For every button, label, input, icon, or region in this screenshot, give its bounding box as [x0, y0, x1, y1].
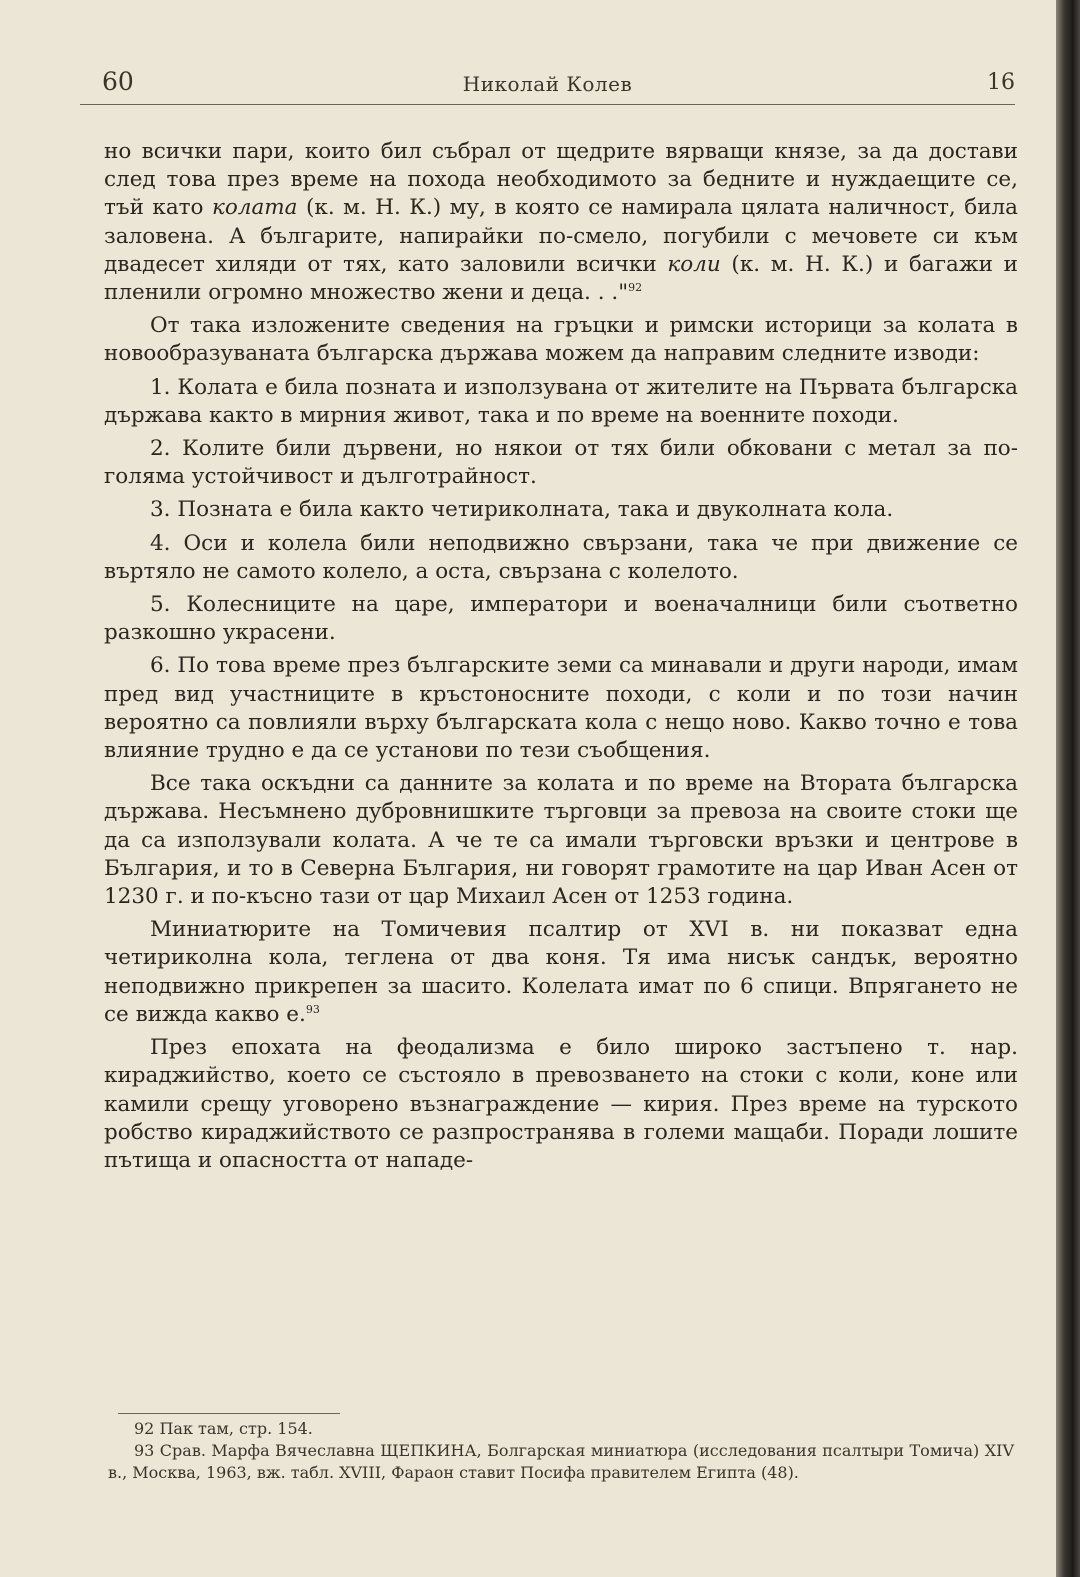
paragraph-feudalism: През епохата на феодализма е било широко застъпено т. нар. кираджийство, което се състояло в превозването на стоки с коли, коне или камили срещу уговорено възнаграждение — кирия. През време на турското робство кираджийството се разпространява в големи мащаби. Поради лошите пътища и опасността от нападе-	[104, 1035, 1018, 1173]
paragraph-conclusions-intro: От така изложените сведения на гръцки и римски историци за колата в новообразуваната българска държава можем да направим следните изводи:	[104, 313, 1018, 367]
text-run: (к. м. Н. К.) и багажи и пленили огромно множество жени и деца. . ."	[104, 251, 1018, 306]
list-item: 3. Позната е била както четириколната, така и двуколната кола.	[150, 497, 894, 523]
paragraph-quote-end	[104, 138, 1018, 307]
main-text	[104, 138, 1018, 1180]
footnote-93: 93 Срав. Марфа Вячеславна ЩЕПКИНА, Болгарская миниатюра (исследования псалтыри Томича) XIV в., Москва, 1963, вж. табл. XVIII, Фараон ставит Посифа правителем Египта (48).	[108, 1441, 1014, 1482]
paragraph-miniatures	[104, 916, 1018, 1029]
list-item: 1. Колата е била позната и използувана от жителите на Първата българска държава както в мирния живот, така и по време на военните походи.	[104, 374, 1018, 428]
text-run: Миниатюрите на Томичевия псалтир от XVI в. ни показват една четириколна кола, теглена от два коня. Тя има нисък сандък, вероятно неподвижно прикрепен за шасито. Колелата имат по 6 спици. Впрягането не се вижда какво е.	[104, 917, 1018, 1027]
footnote-ref: 92	[628, 280, 643, 294]
list-item: 4. Оси и колела били неподвижно свързани, така че при движение се въртяло не самото колело, а оста, свързана с колелото.	[104, 530, 1018, 584]
list-item: 2. Колите били дървени, но някои от тях били обковани с метал за по-голяма устойчивост и дълготрайност.	[104, 436, 1018, 490]
paragraph-second-state: Все така оскъдни са данните за колата и по време на Втората българска държава. Несъмнено дубровнишките търговци за превоза на своите стоки ще да са използували колата. А че те са имали търговски връзки и центрове в България, и то в Северна България, ни говорят грамотите на цар Иван Асен от 1230 г. и по-късно тази от цар Михаил Асен от 1253 година.	[104, 771, 1018, 910]
footnote-ref: 93	[305, 1002, 320, 1016]
footnote-92: 92 Пак там, стр. 154.	[134, 1419, 313, 1438]
list-item: 5. Колесниците на царе, императори и военачалници били съответно разкошно украсени.	[104, 592, 1018, 646]
running-title: Николай Колев	[462, 72, 633, 96]
footnote-rule	[118, 1413, 340, 1414]
page-header	[80, 62, 1015, 102]
italic-term: колата	[212, 195, 298, 221]
header-rule	[80, 104, 1015, 105]
italic-term: коли	[667, 251, 721, 277]
page-number: 60	[102, 67, 134, 96]
text-run: (к. м. Н. К.) му, в която се намирала цялата наличност, била заловена. А българите, напирайки по-смело, погубили с мечовете си към двадесет хиляди от тях, като заловили всички	[104, 195, 1018, 277]
footnotes	[108, 1418, 1014, 1484]
text-run: но всички пари, които бил събрал от щедрите вярващи князе, за да достави след това през време на похода необходимото за бедните и нуждаещите се, тъй като	[104, 139, 1018, 221]
book-binding-edge	[1056, 0, 1080, 1577]
list-item: 6. По това време през българските земи са минавали и други народи, имам пред вид участниците в кръстоносните походи, с коли и по този начин вероятно са повлияли върху българската кола с нещо ново. Какво точно е това влияние трудно е да се установи по тези съобщения.	[104, 653, 1018, 764]
page-stamp: 16	[987, 70, 1015, 95]
